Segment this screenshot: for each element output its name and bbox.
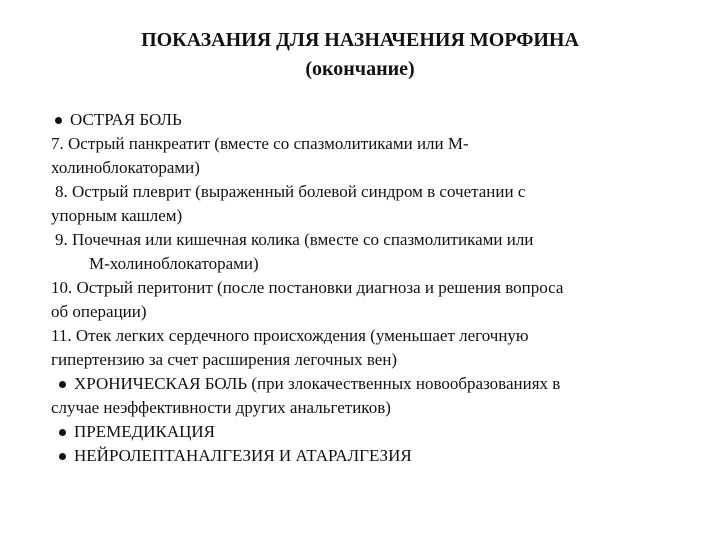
bullet-dot-icon bbox=[55, 117, 62, 124]
list-item-neuroleptanalgesia bbox=[51, 444, 691, 468]
list-item-label: НЕЙРОЛЕПТАНАЛГЕЗИЯ И АТАРАЛГЕЗИЯ bbox=[74, 446, 412, 465]
text-line: 9. Почечная или кишечная колика (вместе со спазмолитиками или bbox=[55, 230, 534, 249]
list-item-acute-pain bbox=[51, 108, 691, 132]
text-line: 10. Острый перитонит (после постановки диагноза и решения вопроса bbox=[51, 278, 564, 297]
slide-title bbox=[0, 26, 720, 84]
text-line: гипертензию за счет расширения легочных вен) bbox=[51, 350, 398, 369]
list-item-label: ПРЕМЕДИКАЦИЯ bbox=[74, 422, 215, 441]
text-line: об операции) bbox=[51, 302, 147, 321]
text-line: М-холиноблокаторами) bbox=[89, 254, 259, 273]
text-line: 7. Острый панкреатит (вместе со спазмолитиками или М- bbox=[51, 134, 469, 153]
list-item-chronic-pain bbox=[51, 372, 691, 396]
list-item-label: ХРОНИЧЕСКАЯ БОЛЬ (при злокачественных новообразованиях в bbox=[74, 374, 561, 393]
text-line: случае неэффективности других анальгетиков) bbox=[51, 398, 391, 417]
bullet-dot-icon bbox=[59, 453, 66, 460]
list-item-label: ОСТРАЯ БОЛЬ bbox=[70, 110, 182, 129]
text-line: холиноблокаторами) bbox=[51, 158, 200, 177]
text-line: упорным кашлем) bbox=[51, 206, 183, 225]
text-line: 8. Острый плеврит (выраженный болевой синдром в сочетании с bbox=[55, 182, 526, 201]
title-line-1: ПОКАЗАНИЯ ДЛЯ НАЗНАЧЕНИЯ МОРФИНА bbox=[141, 29, 579, 51]
title-line-2: (окончание) bbox=[305, 58, 415, 80]
text-line: 11. Отек легких сердечного происхождения (уменьшает легочную bbox=[51, 326, 529, 345]
bullet-dot-icon bbox=[59, 429, 66, 436]
slide-body bbox=[51, 108, 691, 468]
bullet-dot-icon bbox=[59, 381, 66, 388]
list-item-premedication bbox=[51, 420, 691, 444]
